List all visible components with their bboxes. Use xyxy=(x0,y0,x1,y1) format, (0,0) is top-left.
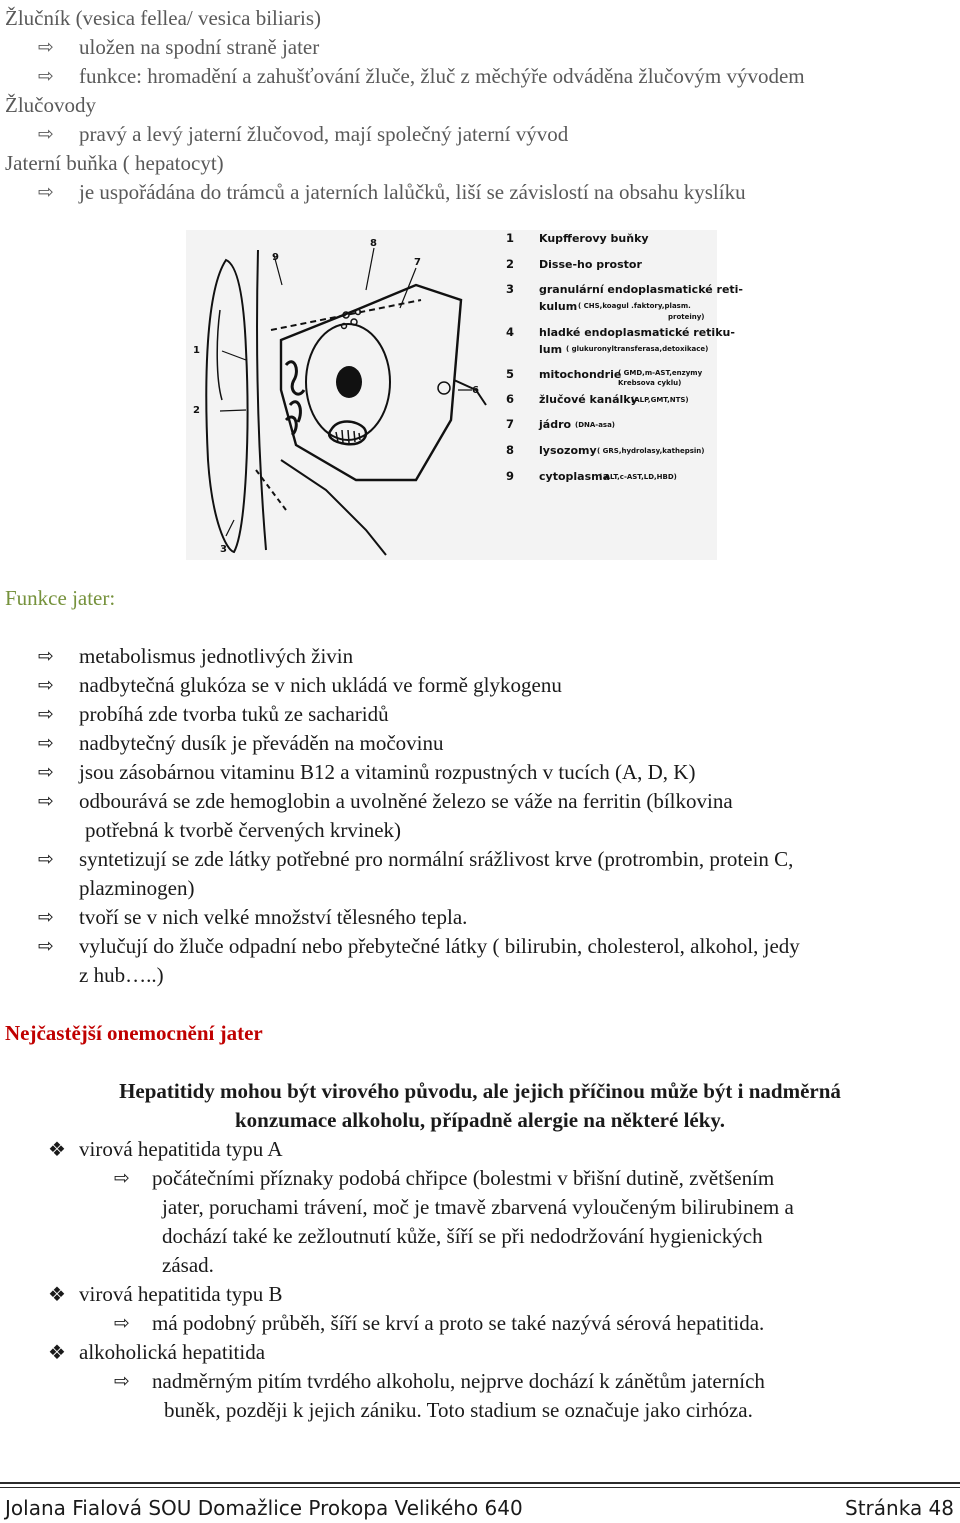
legend-sub: ( ALT,c-AST,LD,HBD) xyxy=(599,473,677,481)
hepatitis-heading-line: Hepatitidy mohou být virového původu, ale jejich příčinou může být i nadměrná xyxy=(119,1079,841,1103)
legend-sub: Krebsova cyklu) xyxy=(618,379,682,387)
gallbladder-heading: Žlučník (vesica fellea/ vesica biliaris) xyxy=(5,6,322,30)
footer-divider xyxy=(0,1487,960,1488)
hollow-arrow-icon: ⇨ xyxy=(114,1370,130,1392)
legend-text: cytoplasma xyxy=(539,470,611,483)
legend-sub: ( glukuronyltransferasa,detoxikace) xyxy=(566,345,709,353)
list-item: syntetizují se zde látky potřebné pro normální srážlivost krve (protrombin, protein C, xyxy=(79,847,794,871)
footer-divider xyxy=(0,1482,960,1484)
disease-line: jater, poruchami trávení, moč je tmavě zbarvená vyloučeným bilirubinem a xyxy=(162,1195,794,1219)
list-item: je uspořádána do trámců a jaterních lalůčků, liší se závislostí na obsahu kyslíku xyxy=(79,180,746,204)
four-diamond-icon: ❖ xyxy=(48,1282,66,1306)
legend-text: žlučové kanálky xyxy=(539,393,638,406)
list-item: uložen na spodní straně jater xyxy=(79,35,320,59)
legend-number: 8 xyxy=(506,443,515,457)
bile-ducts-heading: Žlučovody xyxy=(5,93,96,117)
diagram-number: 3 xyxy=(220,544,227,555)
disease-name: virová hepatitida typu B xyxy=(79,1282,283,1306)
hollow-arrow-icon: ⇨ xyxy=(38,790,54,812)
legend-number: 3 xyxy=(506,282,515,296)
hollow-arrow-icon: ⇨ xyxy=(38,674,54,696)
hollow-arrow-icon: ⇨ xyxy=(38,848,54,870)
disease-line: nadměrným pitím tvrdého alkoholu, nejprve dochází k zánětům jaterních xyxy=(152,1369,765,1393)
legend-sub: ( GMD,m-AST,enzymy xyxy=(618,369,703,377)
legend-sub: ( GRS,hydrolasy,kathepsin) xyxy=(597,447,705,455)
hollow-arrow-icon: ⇨ xyxy=(38,761,54,783)
legend-sub: (DNA-asa) xyxy=(575,421,616,429)
legend-text: hladké endoplasmatické retiku- xyxy=(539,326,735,339)
list-item: vylučují do žluče odpadní nebo přebytečné látky ( bilirubin, cholesterol, alkohol, jedy xyxy=(79,934,800,958)
list-item: nadbytečný dusík je převáděn na močovinu xyxy=(79,731,444,755)
legend-number: 7 xyxy=(506,417,515,431)
list-item: jsou zásobárnou vitaminu B12 a vitaminů rozpustných v tucích (A, D, K) xyxy=(79,760,696,784)
hepatocyte-diagram xyxy=(186,230,743,560)
legend-number: 4 xyxy=(506,325,515,339)
diagram-number: 2 xyxy=(193,405,200,416)
legend-text: mitochondrie xyxy=(539,368,622,381)
disease-line: počátečními příznaky podobá chřipce (bolestmi v břišní dutině, zvětšením xyxy=(152,1166,775,1190)
list-item: pravý a levý jaterní žlučovod, mají společný jaterní vývod xyxy=(79,122,569,146)
hollow-arrow-icon: ⇨ xyxy=(114,1167,130,1189)
hollow-arrow-icon: ⇨ xyxy=(38,935,54,957)
legend-sub: ( CHS,koagul .faktory,plasm. xyxy=(578,302,691,310)
list-item: odbourává se zde hemoglobin a uvolněné železo se váže na ferritin (bílkovina xyxy=(79,789,733,813)
hollow-arrow-icon: ⇨ xyxy=(38,36,54,58)
list-item-continuation: z hub…..) xyxy=(79,963,164,987)
disease-line: dochází také ke zežloutnutí kůže, šíří se při nedodržování hygienických xyxy=(162,1224,763,1248)
hollow-arrow-icon: ⇨ xyxy=(38,645,54,667)
footer-page-number: Stránka 48 xyxy=(845,1496,954,1520)
diagram-number: 6 xyxy=(472,385,479,396)
hollow-arrow-icon: ⇨ xyxy=(38,123,54,145)
diagram-number: 9 xyxy=(272,252,279,263)
legend-text: Disse-ho prostor xyxy=(539,258,642,271)
diagram-number: 7 xyxy=(414,257,421,268)
footer-author: Jolana Fialová SOU Domažlice Prokopa Velikého 640 xyxy=(5,1496,523,1520)
legend-number: 1 xyxy=(506,231,515,245)
hollow-arrow-icon: ⇨ xyxy=(38,181,54,203)
functions-heading: Funkce jater: xyxy=(5,586,116,610)
hollow-arrow-icon: ⇨ xyxy=(38,906,54,928)
list-item-continuation: plazminogen) xyxy=(79,876,195,900)
disease-line: buněk, později k jejich zániku. Toto stadium se označuje jako cirhóza. xyxy=(164,1398,753,1422)
legend-text: jádro xyxy=(539,418,572,431)
hepatocyte-heading: Jaterní buňka ( hepatocyt) xyxy=(5,151,224,175)
hollow-arrow-icon: ⇨ xyxy=(114,1312,130,1334)
legend-sub: proteiny) xyxy=(668,313,705,321)
diagram-number: 8 xyxy=(370,238,377,249)
hollow-arrow-icon: ⇨ xyxy=(38,65,54,87)
legend-text: granulární endoplasmatické reti- xyxy=(539,283,743,296)
disease-name: alkoholická hepatitida xyxy=(79,1340,266,1364)
diagram-number: 1 xyxy=(193,345,200,356)
list-item: nadbytečná glukóza se v nich ukládá ve formě glykogenu xyxy=(79,673,562,697)
list-item-continuation: potřebná k tvorbě červených krvinek) xyxy=(85,818,402,842)
disease-name: virová hepatitida typu A xyxy=(79,1137,283,1161)
list-item: probíhá zde tvorba tuků ze sacharidů xyxy=(79,702,389,726)
diseases-heading: Nejčastější onemocnění jater xyxy=(5,1021,263,1045)
hollow-arrow-icon: ⇨ xyxy=(38,732,54,754)
disease-line: má podobný průběh, šíří se krví a proto se také nazývá sérová hepatitida. xyxy=(152,1311,765,1335)
four-diamond-icon: ❖ xyxy=(48,1137,66,1161)
legend-text: lysozomy xyxy=(539,444,597,457)
legend-sub: (ALP,GMT,NTS) xyxy=(631,396,689,404)
list-item: tvoří se v nich velké množství tělesného tepla. xyxy=(79,905,468,929)
four-diamond-icon: ❖ xyxy=(48,1340,66,1364)
hepatocyte-figure xyxy=(186,230,743,560)
hollow-arrow-icon: ⇨ xyxy=(38,703,54,725)
legend-number: 2 xyxy=(506,257,515,271)
legend-text: lum xyxy=(539,343,563,356)
legend-text: Kupfferovy buňky xyxy=(539,232,649,245)
hepatitis-heading-line: konzumace alkoholu, případně alergie na některé léky. xyxy=(234,1108,725,1132)
legend-number: 5 xyxy=(506,367,515,381)
hepatitis-heading xyxy=(30,1077,930,1135)
disease-line: zásad. xyxy=(162,1253,214,1277)
legend-text: kulum xyxy=(539,300,578,313)
legend-number: 9 xyxy=(506,469,515,483)
legend-number: 6 xyxy=(506,392,515,406)
list-item: metabolismus jednotlivých živin xyxy=(79,644,354,668)
list-item: funkce: hromadění a zahušťování žluče, žluč z měchýře odváděna žlučovým vývodem xyxy=(79,64,805,88)
